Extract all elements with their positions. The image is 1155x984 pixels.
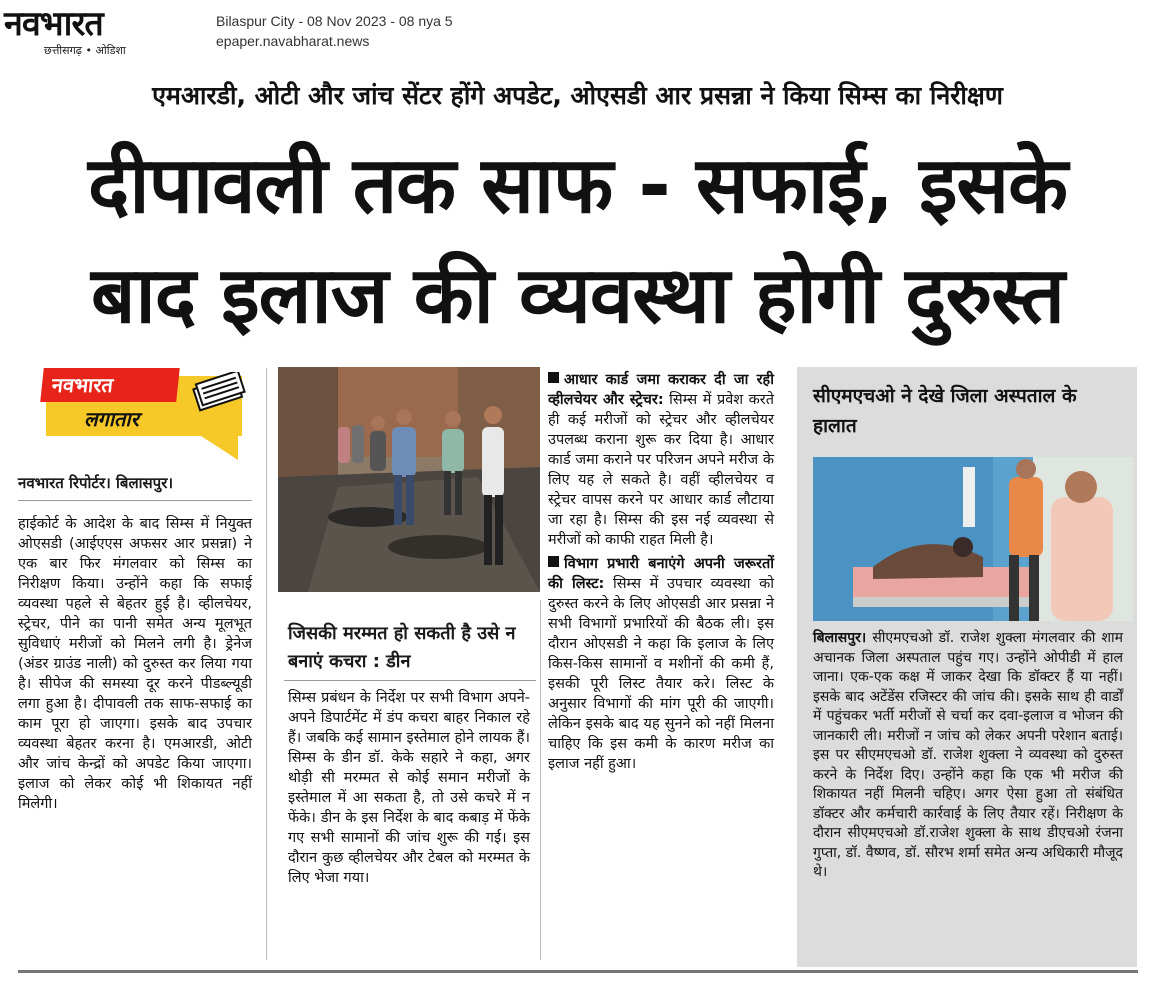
kicker-headline: एमआरडी, ओटी और जांच सेंटर होंगे अपडेट, ओएसडी आर प्रसन्ना ने किया सिम्स का निरीक्षण [152, 81, 1003, 110]
bullet-heading-1: आधार कार्ड जमा कराकर दी जा रही व्हीलचेयर और स्ट्रेचर: [548, 372, 774, 408]
hospital-photo-image [813, 457, 1133, 621]
badge-subtitle: लगातार [84, 407, 139, 431]
inspection-photo[interactable] [278, 367, 540, 592]
main-headline-line2: बाद इलाज की व्यवस्था होगी दुरुस्त [90, 251, 1064, 341]
badge-tail [198, 434, 238, 460]
bullet-body-1: सिम्स में प्रवेश करते ही कई मरीजों को स्ट्रेचर और व्हीलचेयर उपलब्ध कराना शुरू कर दिया है। आधार कार्ड जमा कराने पर परिजन अपने मरीज के लिए यह ले सकते है। वहीं व्हीलचेयर व स्ट्रेचर वापस करने पर आधार कार्ड लौटाया जा रहा है। सिम्स की इस नई व्यवस्था से मरीजों को काफी राहत मिली है। [548, 392, 774, 548]
bullet-heading-2: विभाग प्रभारी बनाएंगे अपनी जरूरतों की लिस्ट: [548, 556, 774, 592]
article-column-2 [288, 688, 530, 888]
page-bottom-rule [18, 970, 1138, 973]
site-url[interactable]: epaper.navabharat.news [216, 33, 370, 49]
sidebar-dateline: बिलासपुर। [813, 630, 867, 646]
sidebar-box [797, 367, 1137, 967]
article-column-3 [548, 370, 774, 774]
inspection-photo-image [278, 367, 540, 592]
sidebar-title: सीएमएचओ ने देखे जिला अस्पताल के हालात [813, 385, 1077, 437]
sidebar-article [813, 629, 1123, 883]
square-bullet-icon [548, 556, 559, 567]
column-divider [266, 368, 267, 960]
article-column-1 [18, 514, 252, 814]
masthead [0, 0, 1155, 60]
sidebar-body [813, 629, 1123, 883]
logo-text: नवभारत [4, 4, 103, 44]
logo-subtitle: छत्तीसगढ़ • ओडिशा [44, 44, 126, 57]
hospital-photo[interactable] [813, 457, 1133, 621]
lagatar-badge [20, 368, 250, 462]
newspaper-logo[interactable] [4, 4, 200, 60]
subhead-divider [284, 680, 536, 681]
bullet-section-2 [548, 554, 774, 774]
square-bullet-icon [548, 372, 559, 383]
byline-divider [18, 500, 252, 501]
byline: नवभारत रिपोर्टर। बिलासपुर। [18, 474, 174, 492]
newspaper-stack-icon [190, 372, 246, 416]
bullet-body-2: सिम्स में उपचार व्यवस्था को दुरुस्त करने के लिए ओएसडी आर प्रसन्ना ने सभी विभागों प्रभारियों की बैठक ली। इस दौरान ओएसडी ने कहा कि इलाज के लिए किस-किस सामानों व मशीनों की कमी हैं, इसकी पूरी लिस्ट तैयार करे। लिस्ट के अनुसार विभागों की मांग पूरी की जाएगी। लेकिन इसके बाद यह सुनने को नहीं मिलना चाहिए कि इस कमी के कारण मरीज का इलाज नहीं हुआ। [548, 576, 775, 772]
edition-info: Bilaspur City - 08 Nov 2023 - 08 nya 5 [216, 13, 453, 29]
main-headline-line1: दीपावली तक साफ - सफाई, इसके [87, 141, 1068, 231]
subheadline-dean: जिसकी मरम्मत हो सकती है उसे न बनाएं कचरा : डीन [288, 623, 516, 672]
column-divider [540, 600, 541, 960]
article-body-1: हाईकोर्ट के आदेश के बाद सिम्स में नियुक्त ओएसडी (आईएएस अफसर आर प्रसन्ना) ने एक बार फिर मंगलवार को सिम्स का निरीक्षण किया। उन्होंने कहा कि सफाई व्यवस्था पहले से बेहतर हुई है। व्हीलचेयर, स्ट्रेचर, पीने का पानी समेत अन्य मूलभूत सुविधाएं मरीजों को मिलने लगी है। ड्रेनेज (अंडर ग्राउंड नाली) को दुरुस्त कर लिया गया है। सीपेज की समस्या दूर करने पीडब्ल्यूडी लगा हुआ है। दीपावली तक साफ-सफाई का काम पूरा हो जाएगा। इसके बाद उपचार व्यवस्था बेहतर करना है। एमआरडी, ओटी और जांच केन्द्रों को अपडेट किया जाएगा। इलाज को लेकर कोई भी शिकायत नहीं मिलेगी। [18, 516, 252, 812]
article-body-2: सिम्स प्रबंधन के निर्देश पर सभी विभाग अपने-अपने डिपार्टमेंट में डंप कचरा बाहर निकाल रहे हैं। जबकि कई सामान इस्तेमाल होने लायक हैं। सिम्स के डीन डॉ. केके सहारे ने कहा, अगर थोड़ी सी मरम्मत से कोई समान मरीजों के इस्तेमाल में आ सकता है, तो उसे कचरे में न फेंके। डीन के इस निर्देश के बाद कबाड़ में फेंके गए सभी सामानों की जांच शुरू की गई। इस दौरान कुछ व्हीलचेयर और टेबल को मरम्मत के लिए भेजा गया। [288, 690, 530, 886]
bullet-section-1 [548, 370, 774, 550]
sidebar-text: सीएमएचओ डॉ. राजेश शुक्ला मंगलवार की शाम अचानक जिला अस्पताल पहुंच गए। उन्होंने ओपीडी में हाल जाना। एक-एक कक्ष में जाकर देखा कि डॉक्टर हैं या नहीं। इसके बाद अटेंडेंस रजिस्टर की जांच की। इसके साथ ही वार्डों में पहुंचकर भर्ती मरीजों से चर्चा कर दवा-इलाज व भोजन की जानकारी ली। मरीजों न जांच को लेकर अपनी परेशान बताई। इस पर सीएमएचओ डॉ. राजेश शुक्ला ने व्यवस्था को दुरुस्त करने के निर्देश दिए। उन्होंने कहा कि एक भी मरीज की शिकायत नहीं मिलनी चहिए। अगर ऐसा हुआ तो संबंधित डॉक्टर और कर्मचारी कार्रवाई के लिए तैयार रहें। निरीक्षण के दौरान सीएमएचओ डॉ.राजेश शुक्ला के साथ डीएचओ रंजना गुप्ता, डॉ. वैष्णव, डॉ. सौरभ शर्मा समेत अन्य अधिकारी मौजूद थे। [813, 630, 1124, 880]
badge-title: नवभारत [40, 368, 180, 402]
